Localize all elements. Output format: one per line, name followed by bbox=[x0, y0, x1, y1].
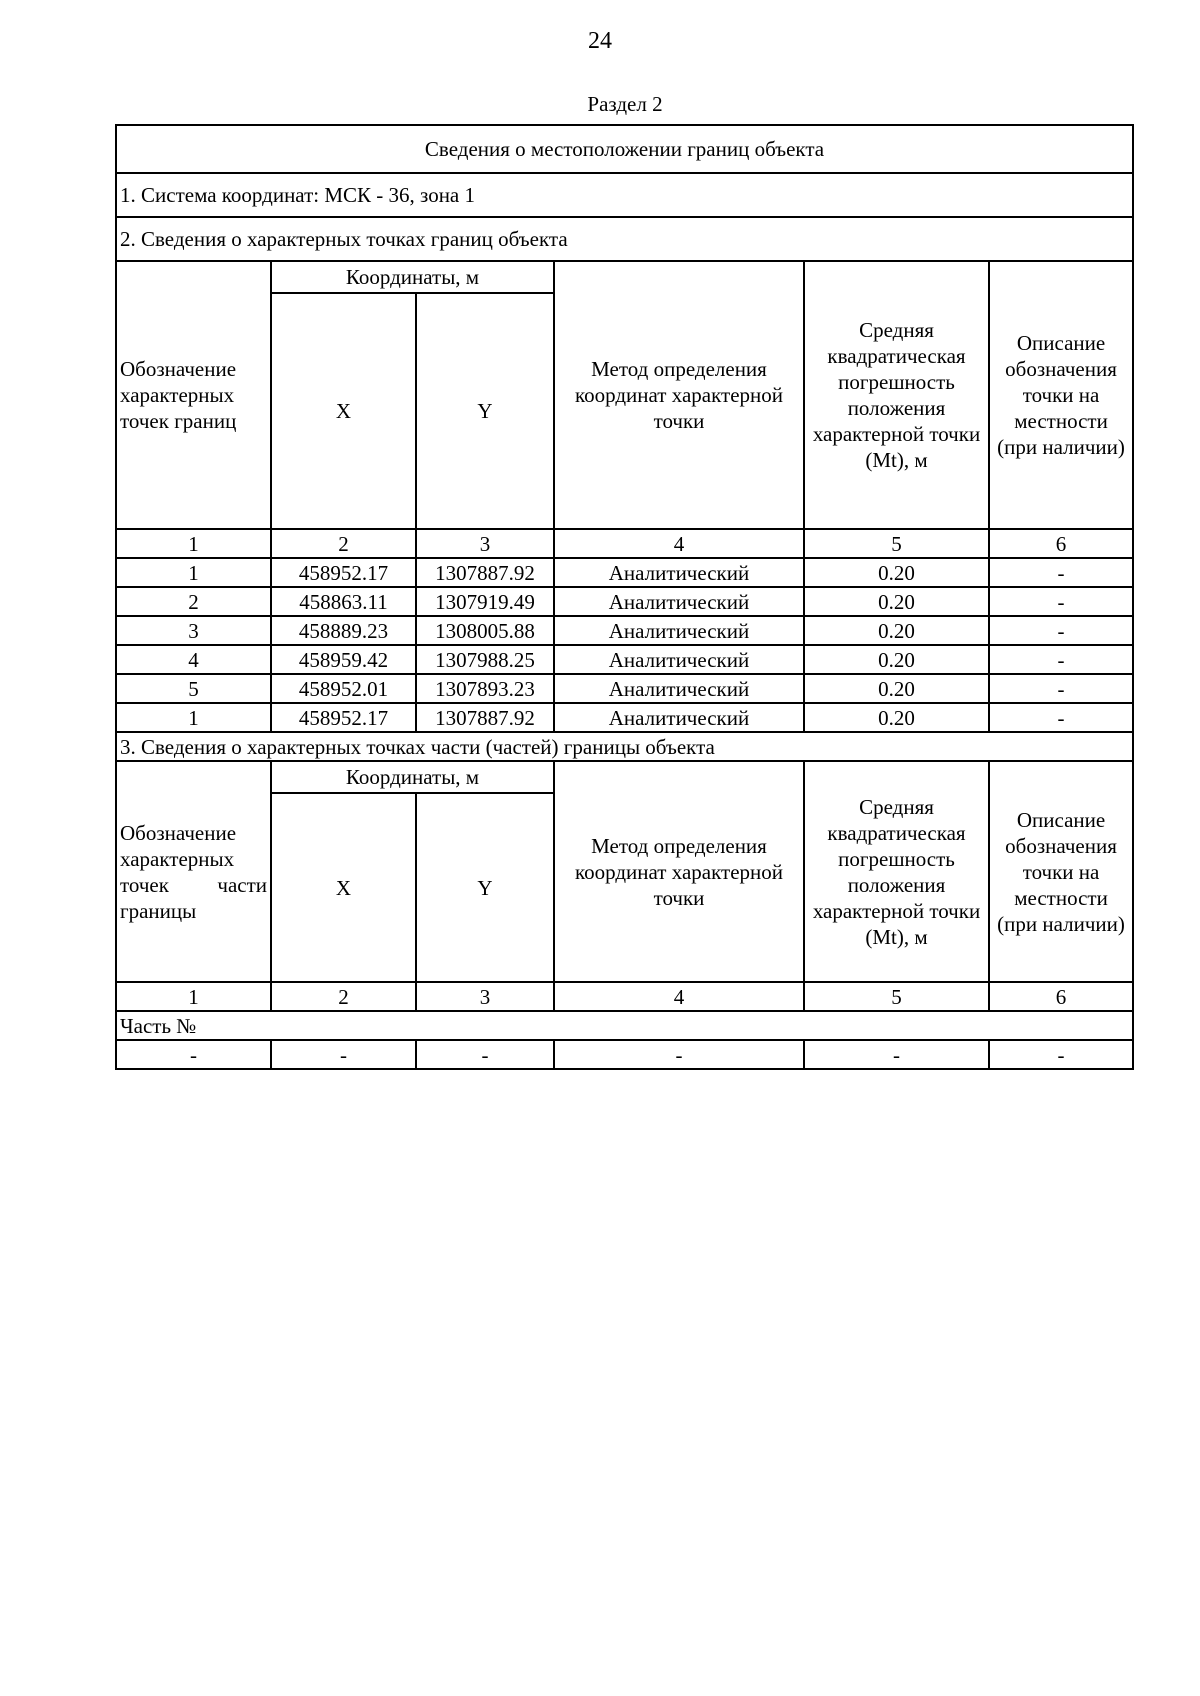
coord-y: 1307887.92 bbox=[416, 703, 554, 732]
column-number-row-2 bbox=[116, 982, 1133, 1011]
coord-y: 1307988.25 bbox=[416, 645, 554, 674]
coord-x: 458952.17 bbox=[271, 558, 416, 587]
description: - bbox=[989, 703, 1133, 732]
method: Аналитический bbox=[554, 558, 804, 587]
description: - bbox=[989, 674, 1133, 703]
section2-title-row bbox=[116, 217, 1133, 261]
point-id: 3 bbox=[116, 616, 271, 645]
description: - bbox=[989, 558, 1133, 587]
column-number: 1 bbox=[116, 529, 271, 558]
method: Аналитический bbox=[554, 703, 804, 732]
header2-y: Y bbox=[416, 793, 554, 982]
table-title: Сведения о местоположении границ объекта bbox=[116, 125, 1133, 173]
column-number: 4 bbox=[554, 529, 804, 558]
header-row-top bbox=[116, 261, 1133, 293]
error-value: 0.20 bbox=[804, 645, 989, 674]
coord-y: 1307887.92 bbox=[416, 558, 554, 587]
part-row bbox=[116, 1040, 1133, 1069]
section2-title: 2. Сведения о характерных точках границ объекта bbox=[116, 217, 1133, 261]
description: - bbox=[989, 616, 1133, 645]
header2-description: Описание обозначения точки на местности (при наличии) bbox=[989, 761, 1133, 982]
header-coords: Координаты, м bbox=[271, 261, 554, 293]
header2-x: X bbox=[271, 793, 416, 982]
section3-title: 3. Сведения о характерных точках части (частей) границы объекта bbox=[116, 732, 1133, 761]
part-cell: - bbox=[416, 1040, 554, 1069]
coord-x: 458959.42 bbox=[271, 645, 416, 674]
header-error: Средняя квадратическая погрешность положения характерной точки (Mt), м bbox=[804, 261, 989, 529]
error-value: 0.20 bbox=[804, 703, 989, 732]
page-number: 24 bbox=[588, 28, 612, 54]
part-label-row bbox=[116, 1011, 1133, 1040]
coord-y: 1307893.23 bbox=[416, 674, 554, 703]
coord-y: 1307919.49 bbox=[416, 587, 554, 616]
part-cell: - bbox=[116, 1040, 271, 1069]
point-id: 2 bbox=[116, 587, 271, 616]
table-row bbox=[116, 674, 1133, 703]
coord-x: 458863.11 bbox=[271, 587, 416, 616]
header2-designation: Обозначение характерных точек части границы bbox=[116, 761, 271, 982]
table-row bbox=[116, 703, 1133, 732]
column-number-row bbox=[116, 529, 1133, 558]
column-number: 1 bbox=[116, 982, 271, 1011]
table-row bbox=[116, 587, 1133, 616]
column-number: 6 bbox=[989, 529, 1133, 558]
description: - bbox=[989, 587, 1133, 616]
column-number: 5 bbox=[804, 529, 989, 558]
coord-system: 1. Система координат: МСК - 36, зона 1 bbox=[116, 173, 1133, 217]
column-number: 2 bbox=[271, 982, 416, 1011]
header2-row-top bbox=[116, 761, 1133, 793]
column-number: 2 bbox=[271, 529, 416, 558]
method: Аналитический bbox=[554, 616, 804, 645]
error-value: 0.20 bbox=[804, 558, 989, 587]
header2-error: Средняя квадратическая погрешность положения характерной точки (Mt), м bbox=[804, 761, 989, 982]
header-y: Y bbox=[416, 293, 554, 529]
header2-coords: Координаты, м bbox=[271, 761, 554, 793]
point-id: 1 bbox=[116, 703, 271, 732]
header-method: Метод определения координат характерной точки bbox=[554, 261, 804, 529]
header-designation: Обозначение характерных точек границ bbox=[116, 261, 271, 529]
part-cell: - bbox=[989, 1040, 1133, 1069]
error-value: 0.20 bbox=[804, 587, 989, 616]
coord-system-row bbox=[116, 173, 1133, 217]
method: Аналитический bbox=[554, 674, 804, 703]
point-id: 5 bbox=[116, 674, 271, 703]
point-id: 1 bbox=[116, 558, 271, 587]
coord-x: 458952.01 bbox=[271, 674, 416, 703]
column-number: 4 bbox=[554, 982, 804, 1011]
section-label: Раздел 2 bbox=[587, 92, 663, 116]
error-value: 0.20 bbox=[804, 674, 989, 703]
section3-title-row bbox=[116, 732, 1133, 761]
header2-method: Метод определения координат характерной точки bbox=[554, 761, 804, 982]
point-id: 4 bbox=[116, 645, 271, 674]
coord-x: 458889.23 bbox=[271, 616, 416, 645]
method: Аналитический bbox=[554, 587, 804, 616]
column-number: 5 bbox=[804, 982, 989, 1011]
part-cell: - bbox=[554, 1040, 804, 1069]
column-number: 3 bbox=[416, 982, 554, 1011]
column-number: 3 bbox=[416, 529, 554, 558]
header-description: Описание обозначения точки на местности (при наличии) bbox=[989, 261, 1133, 529]
part-label: Часть № bbox=[116, 1011, 1133, 1040]
header-x: X bbox=[271, 293, 416, 529]
table-title-row bbox=[116, 125, 1133, 173]
table-row bbox=[116, 558, 1133, 587]
boundary-table bbox=[115, 124, 1134, 1070]
table-row bbox=[116, 645, 1133, 674]
part-cell: - bbox=[271, 1040, 416, 1069]
coord-x: 458952.17 bbox=[271, 703, 416, 732]
part-cell: - bbox=[804, 1040, 989, 1069]
error-value: 0.20 bbox=[804, 616, 989, 645]
coord-y: 1308005.88 bbox=[416, 616, 554, 645]
table-row bbox=[116, 616, 1133, 645]
method: Аналитический bbox=[554, 645, 804, 674]
column-number: 6 bbox=[989, 982, 1133, 1011]
description: - bbox=[989, 645, 1133, 674]
